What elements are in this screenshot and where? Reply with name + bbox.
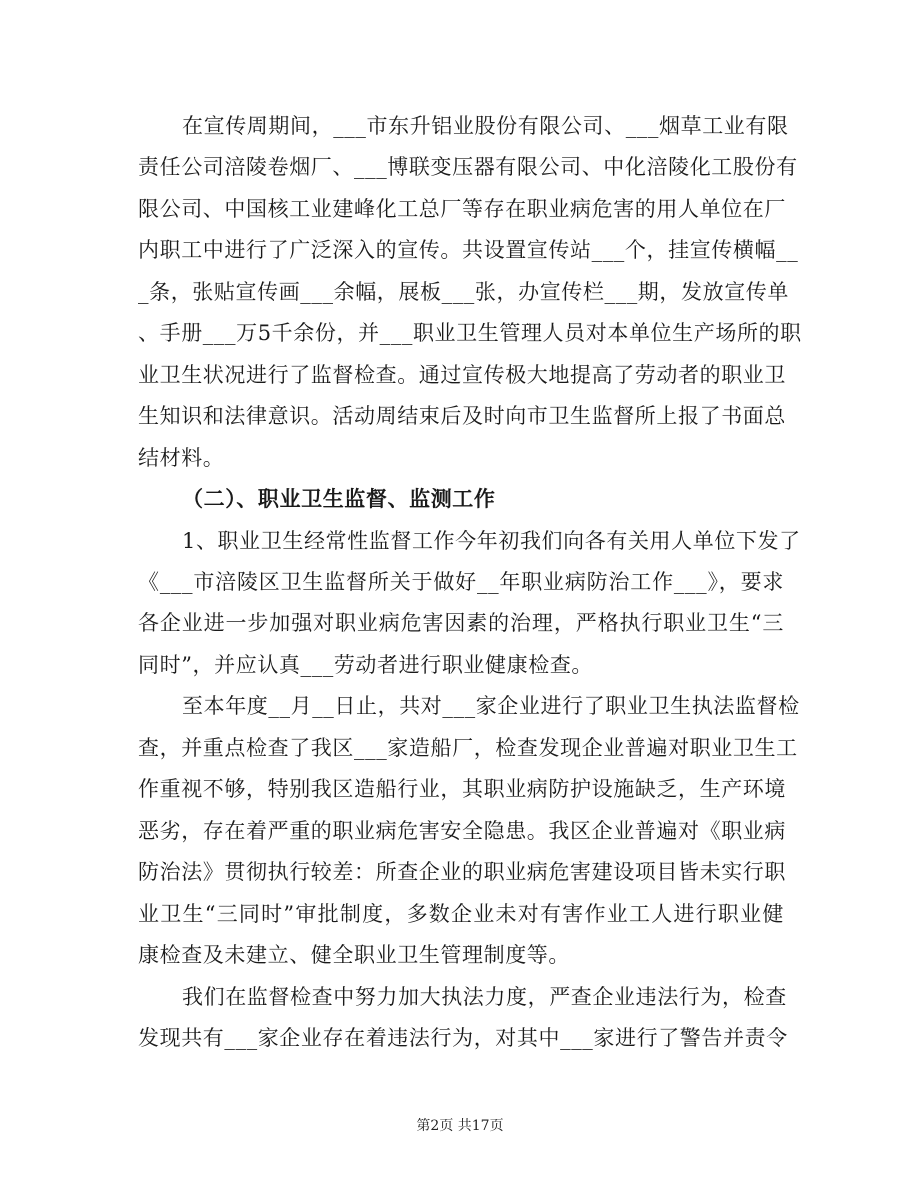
text-line: _条，张贴宣传画___余幅，展板___张，办宣传栏___期，发放宣传单	[138, 280, 789, 304]
text-line: 作重视不够，特别我区造船行业，其职业病防护设施缺乏，生产环境	[138, 777, 786, 801]
text-line: 查，并重点检查了我区___家造船厂，检查发现企业普遍对职业卫生工	[138, 736, 798, 760]
text-line: 我们在监督检查中努力加大执法力度，严查企业违法行为，检查	[182, 985, 787, 1009]
page-number-footer: 第2页 共17页	[416, 1118, 504, 1134]
text-line: 生知识和法律意识。活动周结束后及时向市卫生监督所上报了书面总	[138, 404, 786, 428]
text-line: 在宣传周期间，___市东升铝业股份有限公司、___烟草工业有限	[182, 114, 789, 138]
text-line: 结材料。	[138, 446, 225, 470]
text-line: 各企业进一步加强对职业病危害因素的治理，严格执行职业卫生“三	[138, 611, 784, 635]
text-line: 业卫生“三同时”审批制度，多数企业未对有害作业工人进行职业健	[138, 902, 784, 926]
text-line: 1、职业卫生经常性监督工作今年初我们向各有关用人单位下发了	[182, 529, 801, 553]
text-line: 内职工中进行了广泛深入的宣传。共设置宣传站___个，挂宣传横幅__	[138, 238, 799, 262]
text-line: 防治法》贯彻执行较差：所查企业的职业病危害建设项目皆未实行职	[138, 860, 786, 884]
text-line: 责任公司涪陵卷烟厂、___博联变压器有限公司、中化涪陵化工股份有	[138, 155, 798, 179]
text-line: 限公司、中国核工业建峰化工总厂等存在职业病危害的用人单位在厂	[138, 197, 786, 221]
text-line: 、手册___万5千余份，并___职业卫生管理人员对本单位生产场所的职	[138, 321, 802, 345]
section-heading: （二）、职业卫生监督、监测工作	[182, 486, 496, 511]
text-line: 《___市涪陵区卫生监督所关于做好__年职业病防治工作___》，要求	[138, 570, 784, 594]
text-line: 康检查及未建立、健全职业卫生管理制度等。	[138, 943, 570, 967]
text-line: 业卫生状况进行了监督检查。通过宣传极大地提高了劳动者的职业卫	[138, 363, 786, 387]
text-line: 发现共有___家企业存在着违法行为，对其中___家进行了警告并责令	[138, 1026, 788, 1050]
text-line: 至本年度__月__日止，共对___家企业进行了职业卫生执法监督检	[182, 694, 800, 718]
text-line: 恶劣，存在着严重的职业病危害安全隐患。我区企业普遍对《职业病	[138, 819, 786, 843]
text-line: 同时”，并应认真___劳动者进行职业健康检查。	[138, 653, 594, 677]
